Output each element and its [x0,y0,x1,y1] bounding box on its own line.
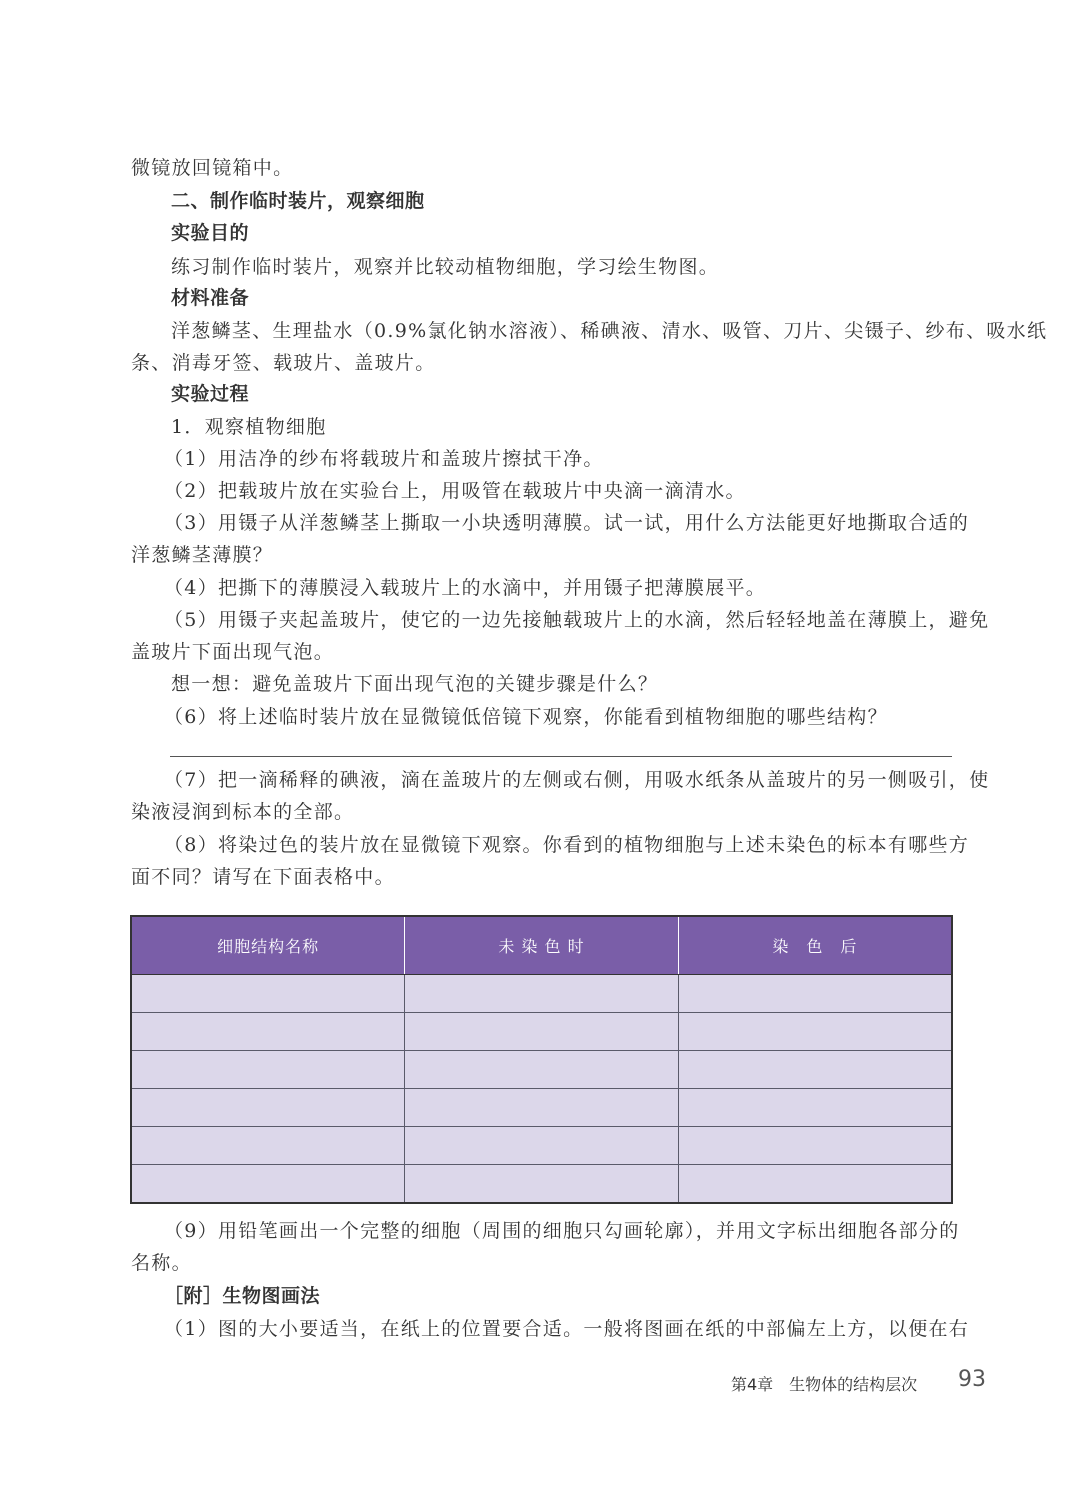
subheading-appendix: ［附］生物图画法 [164,1285,321,1307]
text-line-step-title: 1．观察植物细胞 [171,416,327,438]
text-line-step-5a: （5）用镊子夹起盖玻片，使它的一边先接触载玻片上的水滴，然后轻轻地盖在薄膜上，避免 [164,609,990,631]
table-row [131,1089,952,1127]
table-cell[interactable] [405,1127,679,1165]
table-cell[interactable] [405,975,679,1013]
table-cell[interactable] [131,1013,405,1051]
table-row [131,1127,952,1165]
column-header-unstained: 未 染 色 时 [405,916,679,975]
table-cell[interactable] [131,975,405,1013]
table-cell[interactable] [678,975,952,1013]
table-row [131,975,952,1013]
table-cell[interactable] [405,1165,679,1204]
subheading-purpose: 实验目的 [171,222,250,244]
text-line-step-9b: 名称。 [131,1252,192,1274]
text-line-step-3b: 洋葱鳞茎薄膜？ [131,544,274,566]
subheading-process: 实验过程 [171,383,250,405]
table-row [131,1051,952,1089]
page-number: 93 [958,1367,986,1392]
table-cell[interactable] [405,1051,679,1089]
table-cell[interactable] [678,1051,952,1089]
text-line-materials-2: 条、消毒牙签、载玻片、盖玻片。 [131,352,436,374]
table-header-row [131,916,952,975]
text-line-step-7a: （7）把一滴稀释的碘液，滴在盖玻片的左侧或右侧，用吸水纸条从盖玻片的另一侧吸引，使 [164,769,990,791]
text-line-appendix-1: （1）图的大小要适当，在纸上的位置要合适。一般将图画在纸的中部偏左上方，以便在右 [164,1318,970,1340]
text-line-step-1: （1）用洁净的纱布将载玻片和盖玻片擦拭干净。 [164,448,604,470]
footer-chapter-title: 第4章 生物体的结构层次 [731,1375,918,1394]
answer-line [170,756,952,757]
text-line-step-7b: 染液浸润到标本的全部。 [131,801,355,823]
text-line-step-9a: （9）用铅笔画出一个完整的细胞（周围的细胞只勾画轮廓），并用文字标出细胞各部分的 [164,1220,960,1242]
column-header-stained: 染 色 后 [678,916,952,975]
table-row [131,1165,952,1204]
table-cell[interactable] [405,1089,679,1127]
table-cell[interactable] [131,1127,405,1165]
text-line-step-2: （2）把载玻片放在实验台上，用吸管在载玻片中央滴一滴清水。 [164,480,746,502]
column-header-structure: 细胞结构名称 [131,916,405,975]
text-line-step-3a: （3）用镊子从洋葱鳞茎上撕取一小块透明薄膜。试一试，用什么方法能更好地撕取合适的 [164,512,970,534]
subheading-materials: 材料准备 [171,287,250,309]
section-heading-2: 二、制作临时装片，观察细胞 [171,190,425,212]
table-cell[interactable] [678,1127,952,1165]
text-line-step-8a: （8）将染过色的装片放在显微镜下观察。你看到的植物细胞与上述未染色的标本有哪些方 [164,834,970,856]
text-line-purpose: 练习制作临时装片，观察并比较动植物细胞，学习绘生物图。 [171,256,720,278]
text-line-step-8b: 面不同？请写在下面表格中。 [131,866,395,888]
text-line-materials-1: 洋葱鳞茎、生理盐水（0.9%氯化钠水溶液）、稀碘液、清水、吸管、刀片、尖镊子、纱布、吸水纸 [171,320,1048,342]
table-cell[interactable] [678,1013,952,1051]
table-cell[interactable] [131,1051,405,1089]
text-line-1: 微镜放回镜箱中。 [131,157,294,179]
table-cell[interactable] [678,1089,952,1127]
text-line-step-6: （6）将上述临时装片放在显微镜低倍镜下观察，你能看到植物细胞的哪些结构？ [164,706,888,728]
table-cell[interactable] [405,1013,679,1051]
text-line-step-5b: 盖玻片下面出现气泡。 [131,641,335,663]
text-line-think: 想一想：避免盖玻片下面出现气泡的关键步骤是什么？ [171,673,659,695]
table-row [131,1013,952,1051]
table-cell[interactable] [131,1089,405,1127]
text-line-step-4: （4）把撕下的薄膜浸入载玻片上的水滴中，并用镊子把薄膜展平。 [164,577,767,599]
table-cell[interactable] [131,1165,405,1204]
table-cell[interactable] [678,1165,952,1204]
cell-structure-table [130,915,953,1204]
